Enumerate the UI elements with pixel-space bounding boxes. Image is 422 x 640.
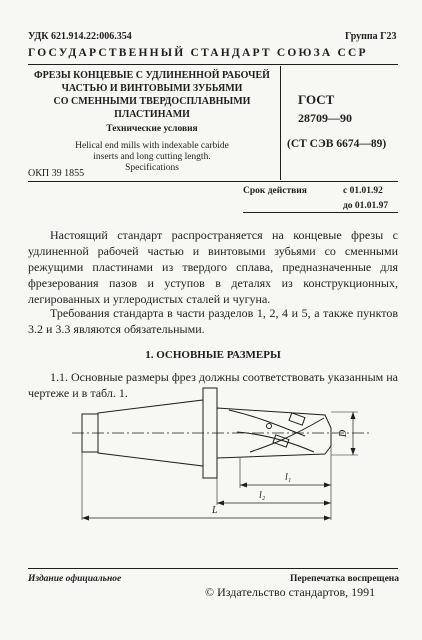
validity-rule [243, 212, 398, 213]
flange [203, 388, 217, 478]
intro-paragraph: Настоящий стандарт распространяется на концевые фрезы с удлиненной рабочей частью и винтовыми зубьями со сменными режущими пластинами из твердого сплава, предназначенные для фрезерования пазов и уступов в деталях из конструкционных, легированных и углеродистых сталей и чугуна. [28, 228, 398, 306]
block-bottom-rule [28, 181, 398, 182]
clause-1-1: 1.1. Основные размеры фрез должны соответствовать указанным на чертеже и в табл. 1. [28, 370, 398, 400]
dim-l2-label: l₂ [259, 490, 266, 501]
dim-l-label: L [212, 505, 218, 516]
mandatory-paragraph: Требования стандарта в части разделов 1, 2, 4 и 5, а также пунктов 3.2 и 3.3 являются обязательными. [28, 306, 398, 336]
title-vertical-rule [280, 66, 281, 180]
validity-to: до 01.01.97 [343, 201, 389, 211]
gost-number: 28709—90 [298, 111, 352, 125]
section-title: 1. ОСНОВНЫЕ РАЗМЕРЫ [145, 349, 281, 361]
official-edition: Издание официальное [28, 574, 122, 584]
title-subtitle: Технические условия [106, 124, 198, 134]
title-en-line-2: inserts and long cutting length. [93, 152, 211, 162]
title-ru-line-2: ЧАСТЬЮ И ВИНТОВЫМИ ЗУБЬЯМИ [61, 83, 243, 94]
validity-from: с 01.01.92 [343, 186, 383, 196]
flute-line [250, 418, 324, 452]
st-sev-number: (СТ СЭВ 6674—89) [287, 138, 387, 150]
dim-d-label: D [338, 429, 350, 438]
group-code: Группа Г23 [345, 31, 397, 42]
copyright: © Издательство стандартов, 1991 [205, 585, 376, 599]
insert-screw [267, 424, 272, 429]
udc-code: УДК 621.914.22:006.354 [28, 31, 132, 42]
flute-line [229, 410, 305, 436]
reprint-notice: Перепечатка воспрещена [290, 574, 400, 584]
footer-rule [28, 568, 398, 569]
title-en-line-3: Specifications [125, 163, 179, 173]
okp-code: ОКП 39 1855 [28, 168, 85, 179]
shank-end [82, 414, 98, 452]
title-ru-line-4: ПЛАСТИНАМИ [114, 109, 190, 120]
header-rule [28, 64, 398, 65]
tapered-shank [98, 400, 203, 466]
validity-label: Срок действия [243, 186, 307, 196]
gost-label: ГОСТ [298, 92, 335, 107]
dim-l1-label: l₁ [285, 472, 292, 483]
insert [289, 413, 305, 425]
standard-banner: ГОСУДАРСТВЕННЫЙ СТАНДАРТ СОЮЗА ССР [28, 47, 368, 59]
title-ru-line-3: СО СМЕННЫМИ ТВЕРДОСПЛАВНЫМИ [53, 96, 251, 107]
flute-line [237, 432, 314, 452]
insert [273, 435, 289, 447]
cutter-body [217, 408, 331, 458]
title-ru-line-1: ФРЕЗЫ КОНЦЕВЫЕ С УДЛИНЕННОЙ РАБОЧЕЙ [34, 70, 270, 81]
title-en-line-1: Helical end mills with indexable carbide [75, 141, 229, 151]
